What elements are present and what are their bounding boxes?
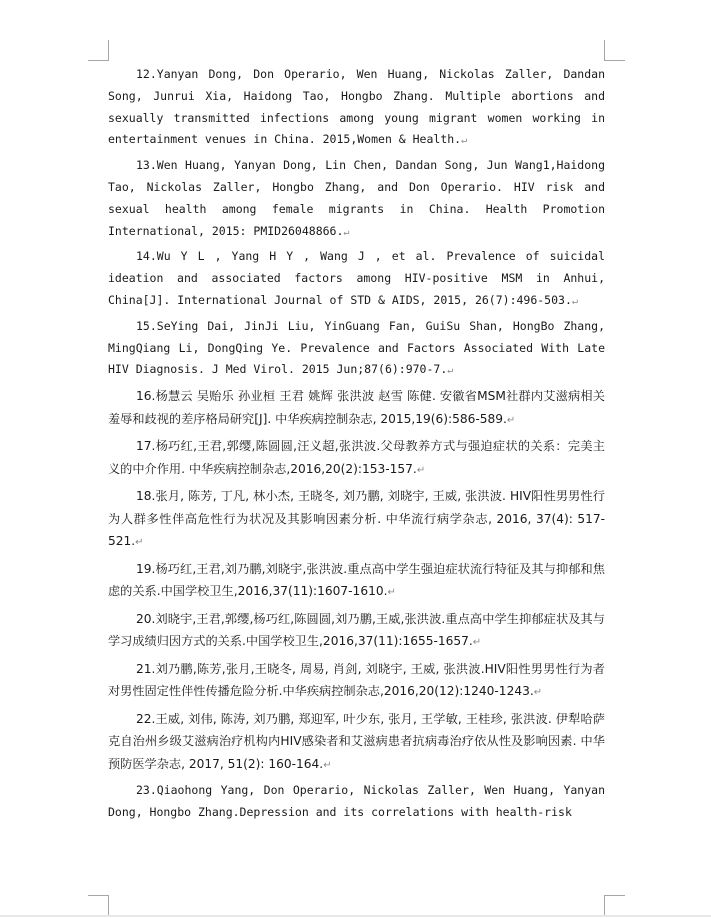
reference-number: 19. [136, 561, 156, 576]
reference-item[interactable] [108, 385, 605, 432]
reference-item[interactable] [108, 658, 605, 705]
reference-text: 刘乃鹏,陈芳,张月,王晓冬, 周易, 肖剑, 刘晓宇, 王威, 张洪波.HIV阳性男男性行为者对男性固定性伴性传播危险分析.中华疾病控制杂志,2016,20(12):1240-1243. [108, 661, 605, 699]
reference-number: 22. [136, 711, 156, 726]
reference-item[interactable] [108, 435, 605, 482]
paragraph-mark-icon: ↵ [472, 637, 482, 649]
margin-mark-bottom-left [88, 895, 109, 916]
reference-number: 23. [136, 783, 157, 798]
reference-item[interactable] [108, 246, 605, 312]
paragraph-mark-icon: ↵ [387, 587, 396, 599]
page-bottom-edge [0, 915, 711, 917]
reference-text: Wu Y L , Yang H Y , Wang J , et al. Prevalence of suicidal ideation and associated factors among HIV-positive MSM in Anhui, China[J]. International Journal of STD & AIDS, 2015, 26(7):496-503. [108, 249, 605, 307]
reference-text: 张月, 陈芳, 丁凡, 林小杰, 王晓冬, 刘乃鹏, 刘晓宇, 王威, 张洪波. HIV阳性男男性行为人群多性伴高危性行为状况及其影响因素分析. 中华流行病学杂志, 2016, 37(4): 517-521. [108, 489, 605, 549]
reference-number: 14. [136, 249, 157, 264]
reference-item[interactable] [108, 316, 605, 382]
reference-item[interactable] [108, 485, 605, 555]
reference-list [108, 64, 605, 827]
reference-item[interactable] [108, 708, 605, 778]
reference-text: 杨巧红,王君,郭缨,陈圆圆,汪义超,张洪波.父母教养方式与强迫症状的关系：完美主义的中介作用. 中华疾病控制杂志,2016,20(2):153-157. [108, 439, 605, 476]
paragraph-mark-icon: ↵ [343, 226, 350, 238]
reference-number: 21. [136, 661, 156, 676]
reference-number: 12. [136, 67, 157, 81]
reference-item[interactable] [108, 780, 605, 824]
reference-item[interactable] [108, 608, 605, 655]
reference-number: 15. [136, 318, 157, 333]
reference-item[interactable] [108, 155, 605, 243]
reference-number: 16. [136, 389, 156, 404]
reference-text: Qiaohong Yang, Don Operario, Nickolas Zaller, Wen Huang, Yanyan Dong, Hongbo Zhang.Depression and its correlations with health-risk [108, 783, 605, 819]
reference-number: 20. [136, 611, 156, 626]
reference-text: 杨慧云 吴贻乐 孙业桓 王君 姚辉 张洪波 赵雪 陈健. 安徽省MSM社群内艾滋病相关羞辱和歧视的差序格局研究[J]. 中华疾病控制杂志, 2015,19(6):586-589. [108, 389, 605, 426]
paragraph-mark-icon: ↵ [571, 295, 578, 307]
reference-text: 王威, 刘伟, 陈涛, 刘乃鹏, 郑迎军, 叶少东, 张月, 王学敏, 王桂珍, 张洪波. 伊犁哈萨克自治州乡级艾滋病治疗机构内HIV感染者和艾滋病患者抗病毒治疗依从性及影响因素. 中华预防医学杂志, 2017, 51(2): 160-164. [108, 711, 605, 771]
margin-mark-top-right [604, 40, 625, 61]
paragraph-mark-icon: ↵ [461, 135, 468, 147]
margin-mark-bottom-right [604, 895, 625, 916]
reference-number: 13. [136, 158, 157, 173]
reference-number: 17. [136, 439, 156, 454]
paragraph-mark-icon: ↵ [533, 687, 543, 699]
reference-item[interactable] [108, 558, 605, 605]
paragraph-mark-icon: ↵ [323, 759, 332, 771]
reference-text: Wen Huang, Yanyan Dong, Lin Chen, Dandan Song, Jun Wang1,Haidong Tao, Nickolas Zaller, Hongbo Zhang, and Don Operario. HIV risk and sexual health among female migrants in China. Health Promotion International, 2015: PMID26048866. [108, 158, 605, 238]
reference-item[interactable] [108, 64, 605, 152]
reference-text: Yanyan Dong, Don Operario, Wen Huang, Nickolas Zaller, Dandan Song, Junrui Xia, Haidong Tao, Hongbo Zhang. Multiple abortions and sexually transmitted infections among young migrant women working in entertainment venues in China. 2015,Women & Health. [108, 67, 605, 147]
reference-text: 刘晓宇,王君,郭缨,杨巧红,陈圆圆,刘乃鹏,王威,张洪波.重点高中学生抑郁症状及其与学习成绩归因方式的关系.中国学校卫生,2016,37(11):1655-1657. [108, 611, 605, 649]
paragraph-mark-icon: ↵ [416, 464, 426, 476]
reference-number: 18. [136, 489, 156, 504]
reference-text: SeYing Dai, JinJi Liu, YinGuang Fan, GuiSu Shan, HongBo Zhang, MingQiang Li, DongQing Ye. Prevalence and Factors Associated With Late HIV Diagnosis. J Med Virol. 2015 Jun;87(6):970-7. [108, 318, 605, 377]
paragraph-mark-icon: ↵ [135, 537, 144, 549]
margin-mark-top-left [88, 40, 109, 61]
paragraph-mark-icon: ↵ [506, 414, 516, 426]
paragraph-mark-icon: ↵ [447, 365, 454, 377]
reference-text: 杨巧红,王君,刘乃鹏,刘晓宇,张洪波.重点高中学生强迫症状流行特征及其与抑郁和焦虑的关系.中国学校卫生,2016,37(11):1607-1610. [108, 561, 605, 599]
